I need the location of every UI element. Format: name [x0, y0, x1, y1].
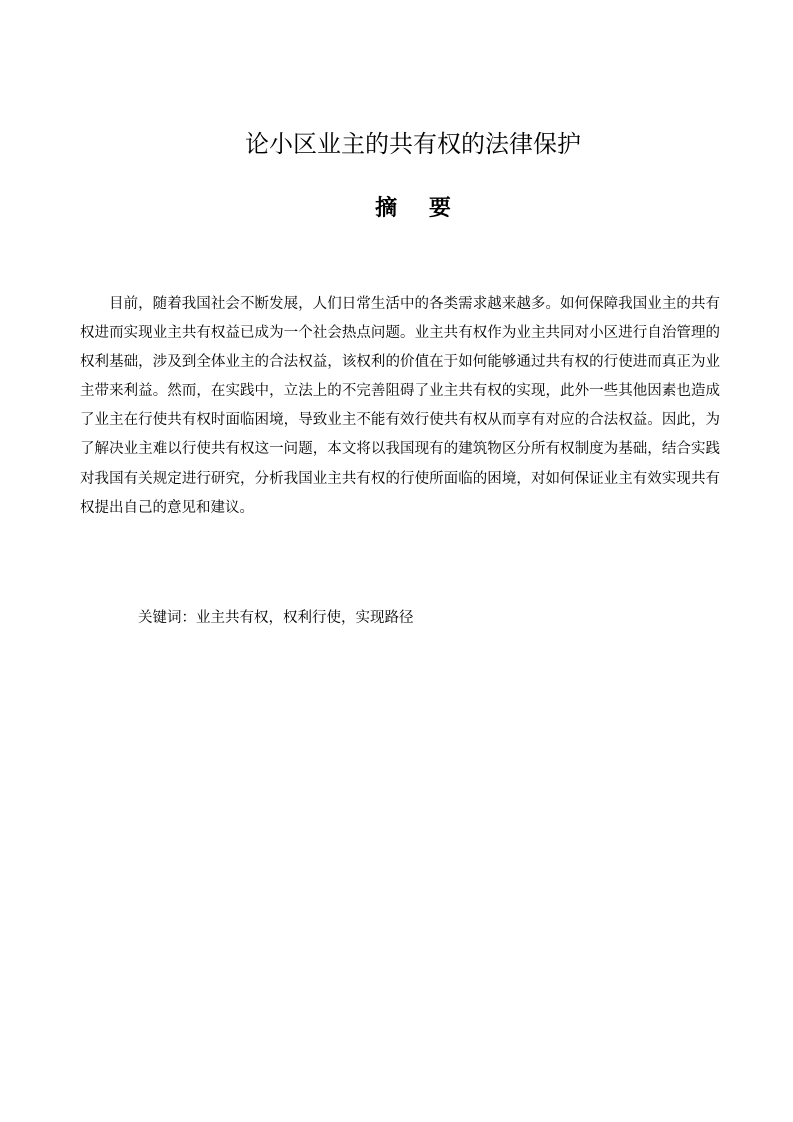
abstract-paragraph: 目前，随着我国社会不断发展，人们日常生活中的各类需求越来越多。如何保障我国业主的共有权进而实现业主共有权益已成为一个社会热点问题。业主共有权作为业主共同对小区进行自治管理的权利基础，涉及到全体业主的合法权益，该权利的价值在于如何能够通过共有权的行使进而真正为业主带来利益。然而，在实践中，立法上的不完善阻碍了业主共有权的实现，此外一些其他因素也造成了业主在行使共有权时面临困境，导致业主不能有效行使共有权从而享有对应的合法权益。因此，为了解决业主难以行使共有权这一问题，本文将以我国现有的建筑物区分所有权制度为基础，结合实践对我国有关规定进行研究，分析我国业主共有权的行使所面临的困境，对如何保证业主有效实现共有权提出自己的意见和建议。 [80, 296, 720, 516]
abstract-heading: 摘 要 [375, 196, 451, 221]
document-title: 论小区业主的共有权的法律保护 [245, 130, 581, 158]
keywords-line: 关键词：业主共有权，权利行使，实现路径 [138, 610, 414, 626]
